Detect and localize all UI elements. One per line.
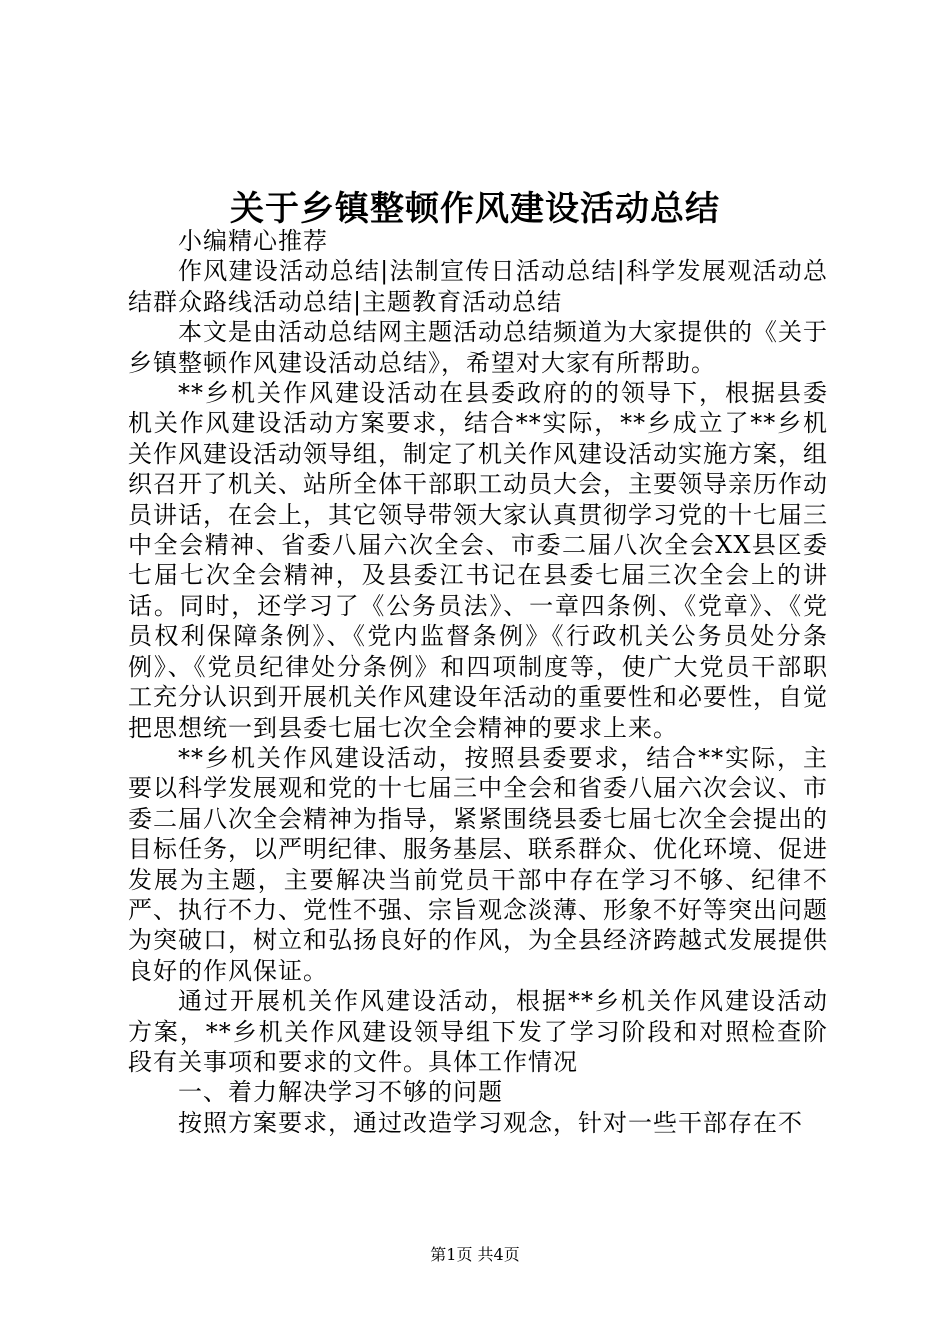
document-title: 关于乡镇整顿作风建设活动总结 — [230, 189, 720, 229]
paragraph-intro: 本文是由活动总结网主题活动总结频道为大家提供的《关于乡镇整顿作风建设活动总结》，希望对大家有所帮助。 — [128, 318, 828, 377]
paragraph-body: 通过开展机关作风建设活动，根据**乡机关作风建设活动方案，**乡机关作风建设领导组下发了学习阶段和对照检查阶段有关事项和要求的文件。具体工作情况 — [128, 987, 828, 1076]
page-footer: 第1页 共4页 — [430, 1245, 520, 1264]
paragraph-related-links: 作风建设活动总结|法制宣传日活动总结|科学发展观活动总结群众路线活动总结|主题教育活动总结 — [128, 257, 828, 316]
paragraph-body: 按照方案要求，通过改造学习观念，针对一些干部存在不 — [178, 1108, 803, 1137]
paragraph-body: **乡机关作风建设活动在县委政府的的领导下，根据县委机关作风建设活动方案要求，结合**实际，**乡成立了**乡机关作风建设活动领导组，制定了机关作风建设活动实施方案，组织召开了机关、站所全体干部职工动员大会，主要领导亲历作动员讲话，在会上，其它领导带领大家认真贯彻学习党的十七届三中全会精神、省委八届六次全会、市委二届八次全会XX县区委七届七次全会精神，及县委江书记在县委七届三次全会上的讲话。同时，还学习了《公务员法》、一章四条例、《党章》、《党员权利保障条例》、《党内监督条例》《行政机关公务员处分条例》、《党员纪律处分条例》和四项制度等，使广大党员干部职工充分认识到开展机关作风建设年活动的重要性和必要性，自觉把思想统一到县委七届七次全会精神的要求上来。 — [128, 379, 828, 742]
paragraph-recommend: 小编精心推荐 — [178, 227, 328, 255]
document-body — [128, 226, 828, 1138]
section-heading: 一、着力解决学习不够的问题 — [178, 1078, 503, 1107]
paragraph-body: **乡机关作风建设活动，按照县委要求，结合**实际，主要以科学发展观和党的十七届三中全会和省委八届六次会议、市委二届八次全会精神为指导，紧紧围绕县委七届七次全会提出的目标任务，以严明纪律、服务基层、联系群众、优化环境、促进发展为主题，主要解决当前党员干部中存在学习不够、纪律不严、执行不力、党性不强、宗旨观念淡薄、形象不好等突出问题为突破口，树立和弘扬良好的作风，为全县经济跨越式发展提供良好的作风保证。 — [128, 743, 828, 985]
